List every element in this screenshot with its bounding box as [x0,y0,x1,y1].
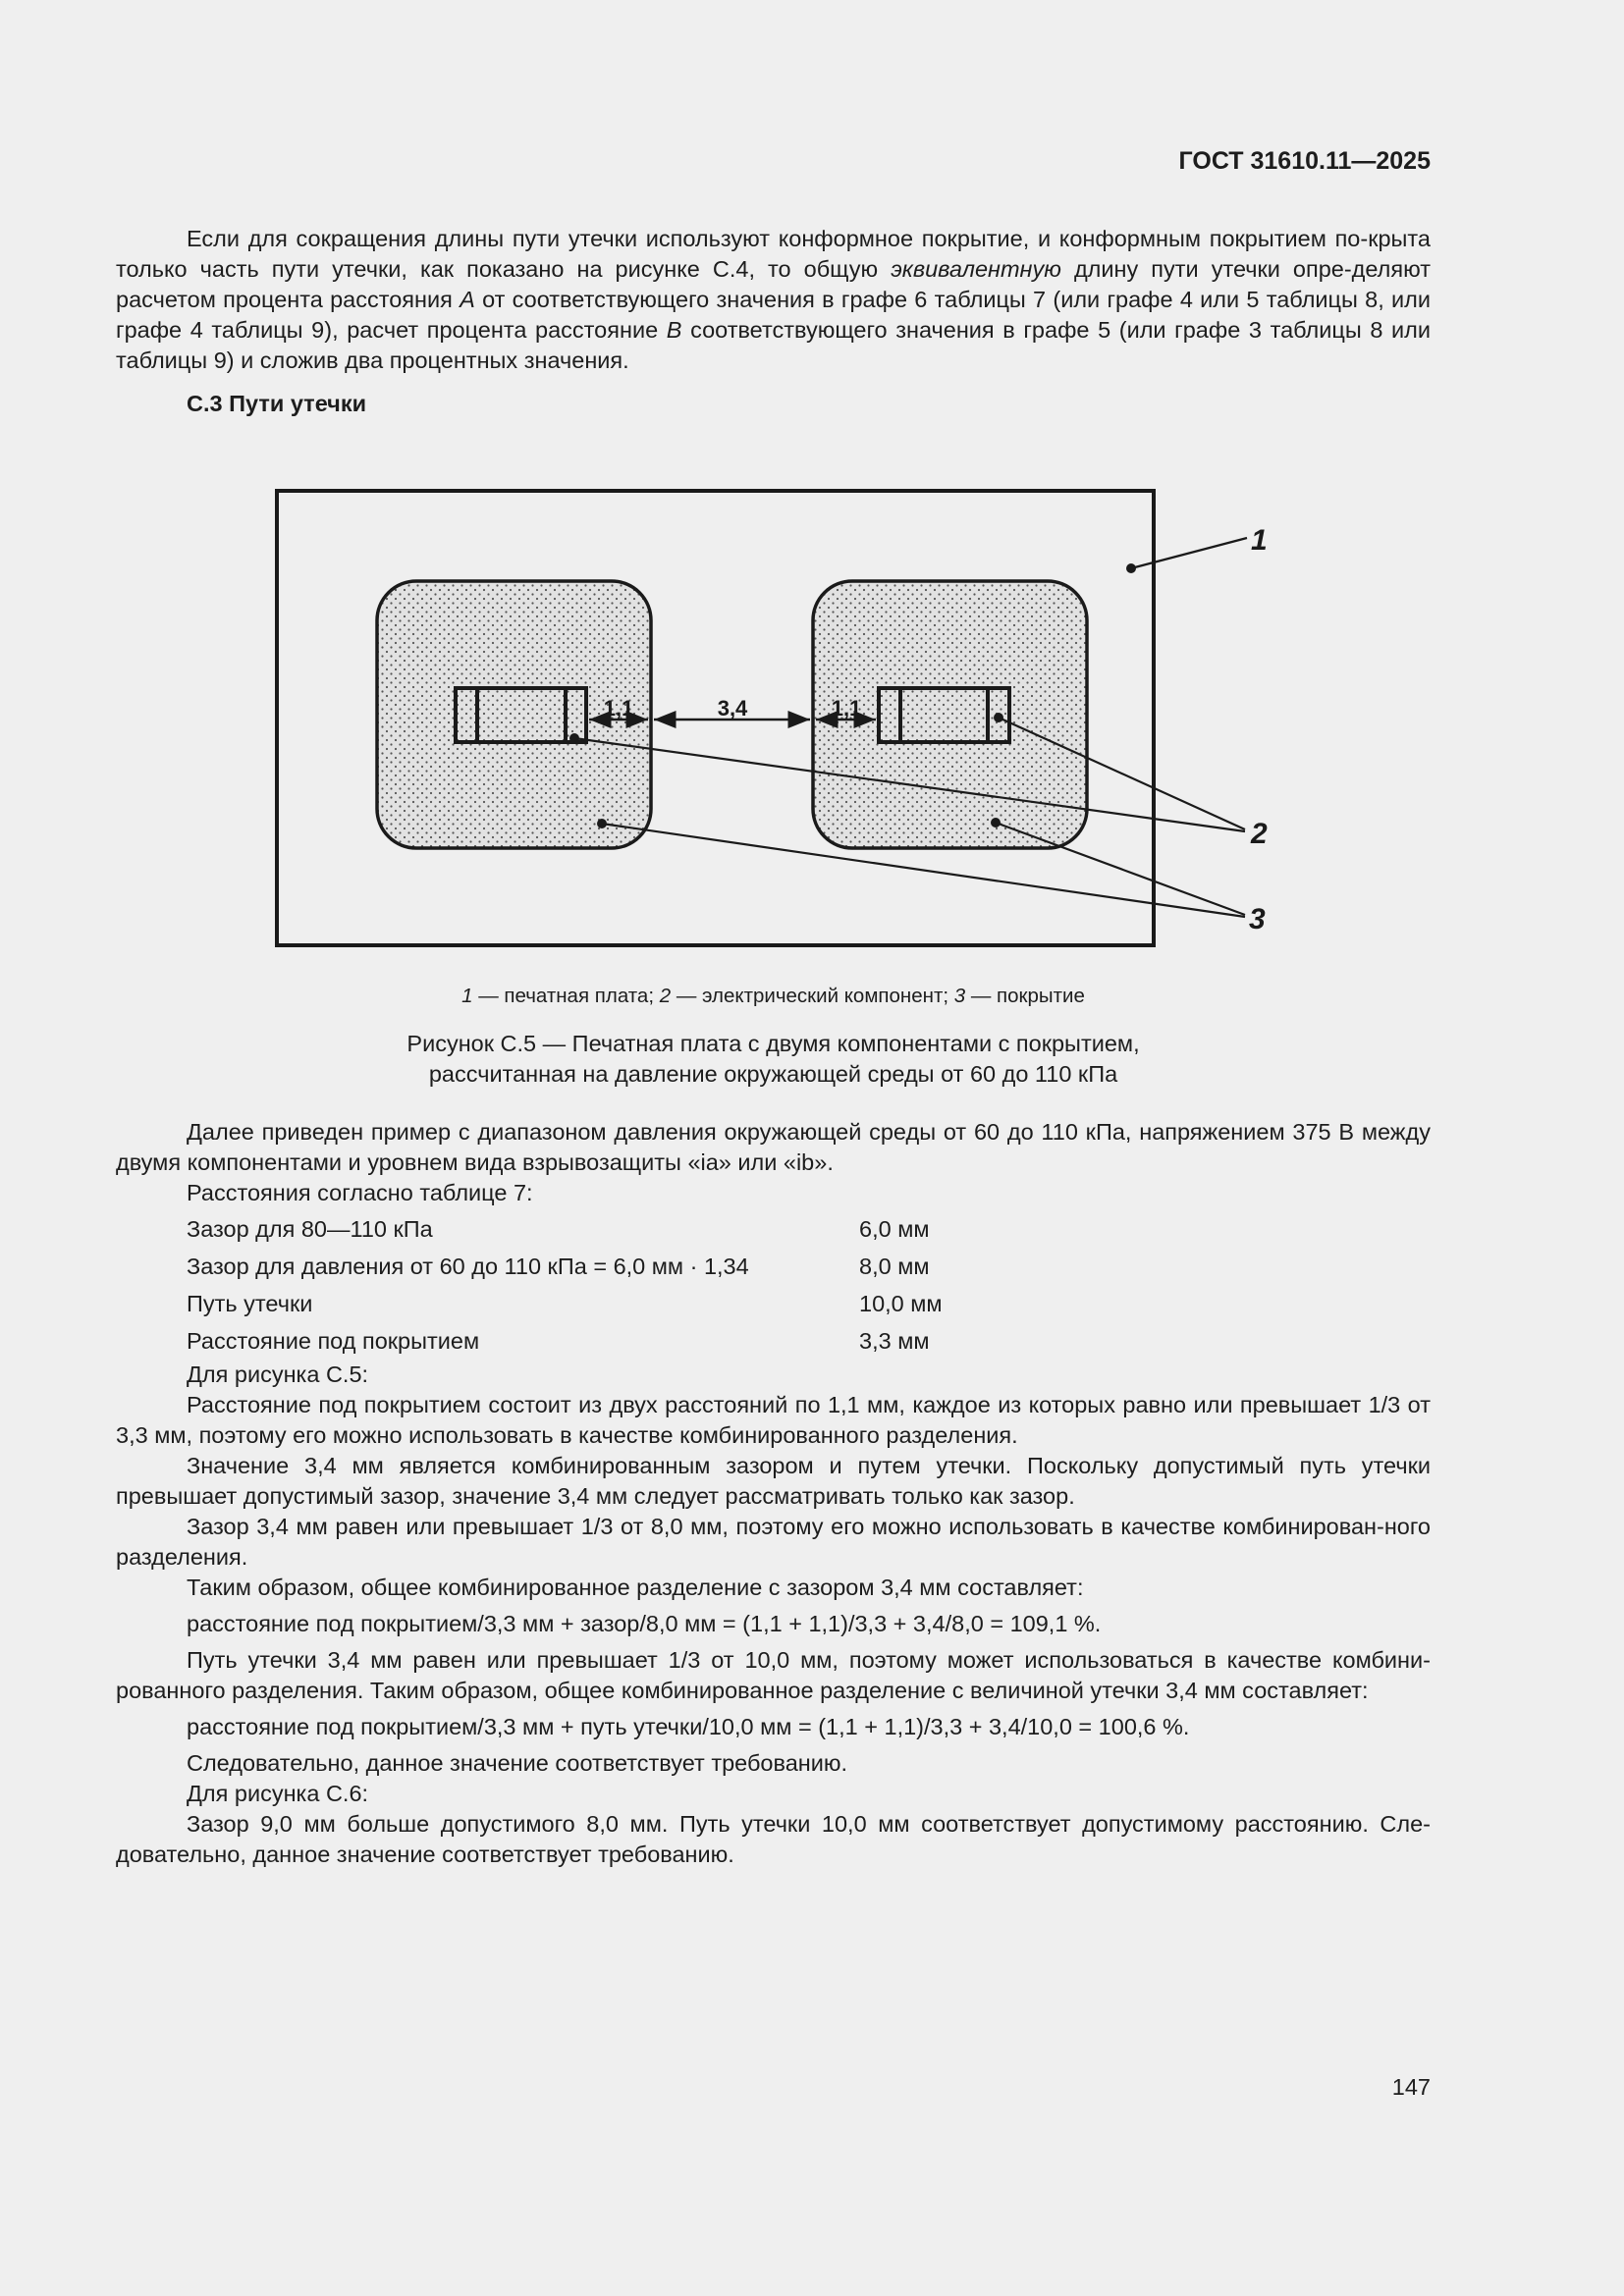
example-paragraph: Далее приведен пример с диапазоном давления окружающей среды от 60 до 110 кПа, напряжением 375 В между двумя компонентами и уровнем вида взрывозащиты «ia» или «ib». [116,1119,1431,1175]
callout-3: 3 [1249,903,1266,935]
distance-row: Зазор для давления от 60 до 110 кПа = 6,0 мм · 1,34 8,0 мм [187,1254,930,1279]
distance-row: Путь утечки 10,0 мм [187,1291,943,1316]
distance-row: Зазор для 80—110 кПа 6,0 мм [187,1216,930,1242]
thus-paragraph: Таким образом, общее комбинированное разделение с зазором 3,4 мм составляет: [187,1575,1084,1600]
leak-paragraph: Путь утечки 3,4 мм равен или превышает 1/3 от 10,0 мм, поэтому может использоваться в качестве комбини-рованного разделения. Таким образом, общее комбинированное разделение с величиной утечки 3,4 мм составляет: [116,1647,1431,1703]
for-figure-c5: Для рисунка С.5: [187,1362,369,1387]
callout-2: 2 [1251,818,1268,850]
emphasis-equivalent: эквивалентную [891,256,1061,282]
section-title: С.3 Пути утечки [187,391,367,416]
page-number: 147 [1391,2074,1431,2100]
component-right [879,688,1009,742]
distances-intro: Расстояния согласно таблице 7: [187,1180,533,1205]
coating-paragraph: Расстояние под покрытием состоит из двух расстояний по 1,1 мм, каждое из которых равно или превышает 1/3 от 3,3 мм, поэтому его можно использовать в качестве комбинированного разделения. [116,1392,1431,1448]
variable-a: А [460,287,475,312]
formula-1: расстояние под покрытием/3,3 мм + зазор/8,0 мм = (1,1 + 1,1)/3,3 + 3,4/8,0 = 109,1 %. [187,1611,1102,1636]
variable-b: В [666,317,682,343]
distances-list [116,1214,1431,1360]
figure-caption: Рисунок С.5 — Печатная плата с двумя компонентами с покрытием, рассчитанная на давление окружающей среды от 60 до 110 кПа [406,1031,1140,1087]
conclusion-paragraph: Следовательно, данное значение соответствует требованию. [187,1750,848,1776]
standard-header: ГОСТ 31610.11—2025 [1178,147,1431,175]
dim-label-right: 1,1 [831,696,862,721]
dim-label-middle: 3,4 [717,696,748,721]
gap-paragraph: Зазор 3,4 мм равен или превышает 1/3 от 8,0 мм, поэтому его можно использовать в качестве комбинирован-ного разделения. [116,1514,1431,1570]
for-figure-c6: Для рисунка С.6: [187,1781,369,1806]
distance-row: Расстояние под покрытием 3,3 мм [187,1328,930,1354]
dim-label-left: 1,1 [603,696,634,721]
intro-paragraph: Если для сокращения длины пути утечки используют конформное покрытие, и конформным покрытием по-крыта только часть пути утечки, как показано на рисунке С.4, то общую эквивалентную длину пути утечки опре-деляют расчетом процента расстояния А от соответствующего значения в графе 6 таблицы 7 (или графе 4 или 5 таблицы 8, или графе 4 таблицы 9), расчет процента расстояние В соответствующего значения в графе 5 (или графе 3 таблицы 8 или таблицы 9) и сложив два процентных значения. [116,226,1431,373]
figure-c5-drawing [0,0,1624,982]
body-text [116,1117,1431,1870]
figure-c6-paragraph: Зазор 9,0 мм больше допустимого 8,0 мм. Путь утечки 10,0 мм соответствует допустимому расстоянию. Сле-довательно, данное значение соответствует требованию. [116,1811,1431,1867]
callout-1: 1 [1251,524,1268,557]
value-paragraph: Значение 3,4 мм является комбинированным зазором и путем утечки. Поскольку допустимый путь утечки превышает допустимый зазор, значение 3,4 мм следует рассматривать только как зазор. [116,1453,1431,1509]
component-left [456,688,586,742]
formula-2: расстояние под покрытием/3,3 мм + путь утечки/10,0 мм = (1,1 + 1,1)/3,3 + 3,4/10,0 = 100,6 %. [187,1714,1190,1739]
figure-legend: 1 — печатная плата; 2 — электрический компонент; 3 — покрытие [461,985,1085,1007]
